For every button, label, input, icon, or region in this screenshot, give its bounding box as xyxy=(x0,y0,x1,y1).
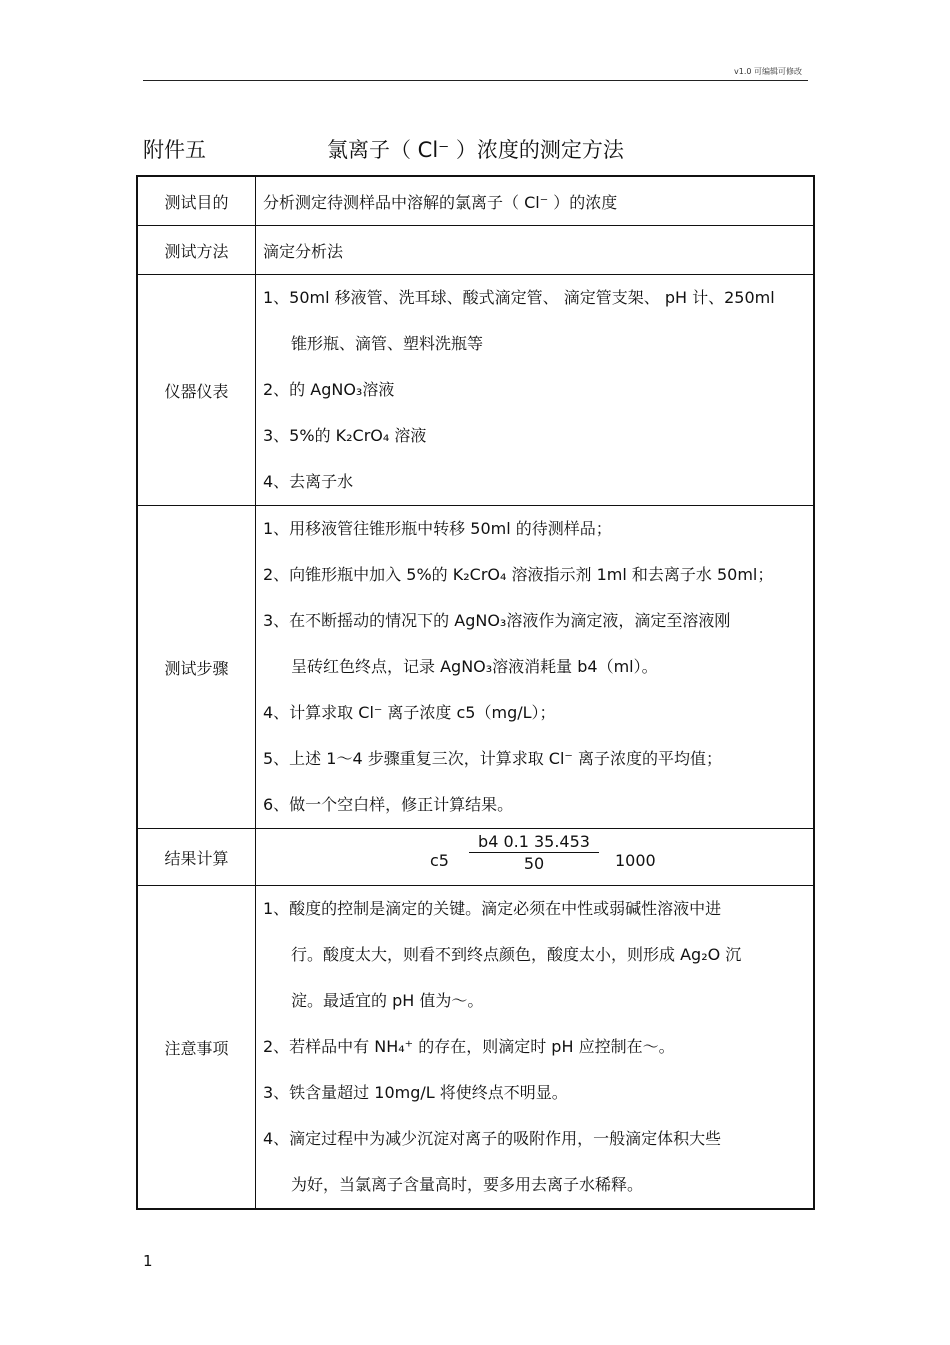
list-item: 2、向锥形瓶中加入 5%的 K₂CrO₄ 溶液指示剂 1ml 和去离子水 50ml； xyxy=(263,565,774,584)
list-item: 3、在不断摇动的情况下的 AgNO₃溶液作为滴定液，滴定至溶液刚 xyxy=(263,611,731,630)
page-title: 氯离子（ Cl⁻ ）浓度的测定方法 xyxy=(327,138,624,162)
table-row-notes xyxy=(137,886,814,1210)
formula-fraction xyxy=(469,832,599,873)
method-table xyxy=(136,175,815,1210)
list-item: 2、若样品中有 NH₄⁺ 的存在，则滴定时 pH 应控制在～。 xyxy=(263,1037,675,1056)
table-row-steps xyxy=(137,506,814,829)
list-item: 5、上述 1～4 步骤重复三次，计算求取 Cl⁻ 离子浓度的平均值； xyxy=(263,749,722,768)
row-label-steps: 测试步骤 xyxy=(137,506,256,829)
list-item: 2、的 AgNO₃溶液 xyxy=(263,380,395,399)
row-label-result: 结果计算 xyxy=(137,829,256,886)
list-item: 1、酸度的控制是滴定的关键。滴定必须在中性或弱碱性溶液中进 xyxy=(263,899,722,918)
row-content-instruments xyxy=(256,275,815,506)
header-divider xyxy=(143,80,808,81)
list-item: 4、计算求取 Cl⁻ 离子浓度 c5（mg/L）； xyxy=(263,703,556,722)
document-title xyxy=(143,134,823,164)
row-label-notes: 注意事项 xyxy=(137,886,256,1210)
list-item: 6、做一个空白样，修正计算结果。 xyxy=(263,795,514,814)
list-item: 3、5%的 K₂CrO₄ 溶液 xyxy=(263,426,427,445)
list-item: 1、50ml 移液管、洗耳球、酸式滴定管、 滴定管支架、 pH 计、250ml xyxy=(263,288,775,307)
list-item: 呈砖红色终点，记录 AgNO₃溶液消耗量 b4（ml）。 xyxy=(291,657,658,676)
list-item: 为好，当氯离子含量高时，要多用去离子水稀释。 xyxy=(291,1175,644,1194)
table-row-purpose xyxy=(137,176,814,226)
row-content-result xyxy=(256,829,815,886)
list-item: 行。酸度太大，则看不到终点颜色，酸度太小，则形成 Ag₂O 沉 xyxy=(291,945,742,964)
list-item: 锥形瓶、滴管、塑料洗瓶等 xyxy=(291,334,484,353)
row-label-instruments: 仪器仪表 xyxy=(137,275,256,506)
row-label-method: 测试方法 xyxy=(137,226,256,275)
row-content-method: 滴定分析法 xyxy=(256,226,815,275)
table-row-method xyxy=(137,226,814,275)
formula-lhs: c5 xyxy=(430,851,449,870)
list-item: 4、去离子水 xyxy=(263,472,354,491)
formula-denominator: 50 xyxy=(523,854,545,873)
list-item: 淀。最适宜的 pH 值为～。 xyxy=(291,991,484,1010)
row-content-purpose: 分析测定待测样品中溶解的氯离子（ Cl⁻ ）的浓度 xyxy=(256,176,815,226)
table-row-result xyxy=(137,829,814,886)
row-label-purpose: 测试目的 xyxy=(137,176,256,226)
list-item: 3、铁含量超过 10mg/L 将使终点不明显。 xyxy=(263,1083,568,1102)
list-item: 4、滴定过程中为减少沉淀对离子的吸附作用，一般滴定体积大些 xyxy=(263,1129,722,1148)
formula-numerator: b4 0.1 35.453 xyxy=(469,832,599,853)
header-version-note: v1.0 可编辑可修改 xyxy=(734,67,802,76)
row-content-notes xyxy=(256,886,815,1210)
formula-multiplier: 1000 xyxy=(615,851,656,870)
list-item: 1、用移液管往锥形瓶中转移 50ml 的待测样品； xyxy=(263,519,612,538)
result-formula xyxy=(263,830,807,884)
appendix-label: 附件五 xyxy=(143,138,206,162)
page-number: 1 xyxy=(143,1252,153,1270)
row-content-steps xyxy=(256,506,815,829)
table-row-instruments xyxy=(137,275,814,506)
